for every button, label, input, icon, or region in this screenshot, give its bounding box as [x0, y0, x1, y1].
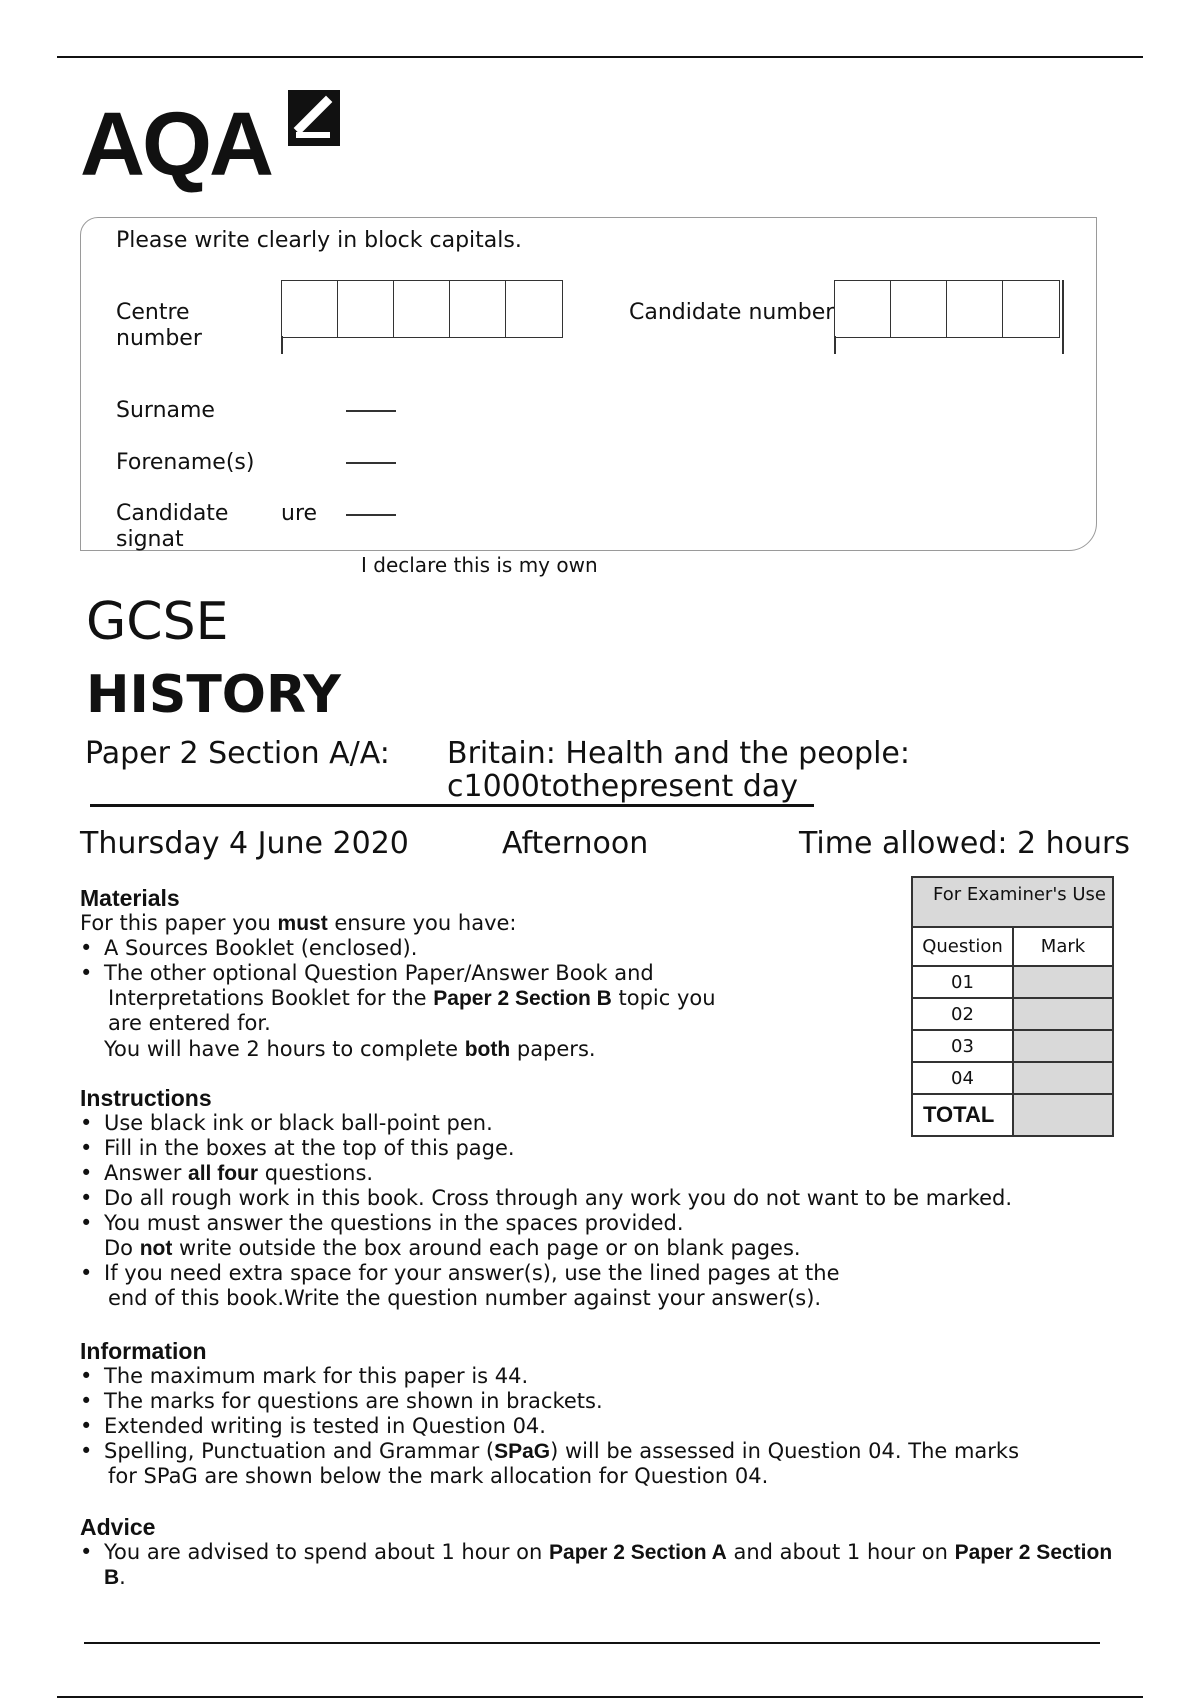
exam-session: Afternoon [502, 826, 649, 861]
information-section [80, 1338, 1140, 1489]
candidate-number-cell[interactable] [1003, 281, 1059, 337]
information-heading: Information [80, 1338, 207, 1364]
mark-cell [1013, 998, 1113, 1030]
mark-cell [1013, 1030, 1113, 1062]
list-item: • If you need extra space for your answer(s), use the lined pages at the end of this book.Write the question number against your answer(s). [80, 1261, 1140, 1311]
advice-list [80, 1540, 1150, 1590]
materials-heading: Materials [80, 885, 180, 911]
aqa-logo [80, 86, 345, 195]
surname-field[interactable] [346, 410, 396, 412]
centre-number-cell[interactable] [394, 281, 450, 337]
list-item: • The maximum mark for this paper is 44. [80, 1364, 1140, 1389]
aqa-logo-text: AQA [80, 95, 271, 195]
list-item: • Use black ink or black ball-point pen. [80, 1111, 1140, 1136]
question-number: 02 [912, 998, 1013, 1030]
mark-cell [1013, 966, 1113, 998]
candidate-number-cell[interactable] [891, 281, 947, 337]
footer-rule [84, 1642, 1100, 1644]
bottom-rule [57, 1696, 1143, 1698]
candidate-number-tick [834, 336, 836, 354]
candidate-number-cell[interactable] [947, 281, 1003, 337]
subject-title: HISTORY [86, 665, 341, 725]
materials-note: You will have 2 hours to complete both papers. [104, 1037, 596, 1061]
block-capitals-instruction: Please write clearly in block capitals. [116, 228, 522, 253]
list-item: • Spelling, Punctuation and Grammar (SPaG) will be assessed in Question 04. The marks for SPaG are shown below the mark allocation for Question 04. [80, 1439, 1140, 1489]
centre-number-boxes[interactable] [281, 280, 563, 338]
materials-intro: For this paper you must ensure you have: [80, 911, 517, 935]
aqa-logo-mark-icon [286, 88, 342, 150]
qualification-title: GCSE [86, 592, 229, 652]
list-item: • A Sources Booklet (enclosed). [80, 936, 860, 961]
centre-number-tick [281, 336, 283, 354]
topic-title-line2: c1000tothepresent day [447, 769, 798, 804]
materials-section [80, 885, 860, 1062]
forenames-field[interactable] [346, 462, 396, 464]
instructions-section [80, 1085, 1140, 1311]
signature-label: Candidate signat [116, 501, 229, 552]
list-item: • Fill in the boxes at the top of this page. [80, 1136, 1140, 1161]
list-item: • You must answer the questions in the spaces provided. Do not write outside the box around each page or on blank pages. [80, 1211, 1140, 1261]
paper-title: Paper 2 Section A/A: [85, 736, 390, 771]
instructions-list [80, 1111, 1140, 1311]
advice-section [80, 1514, 1150, 1590]
centre-number-cell[interactable] [450, 281, 506, 337]
title-underline [90, 804, 814, 807]
signature-field[interactable] [346, 514, 396, 516]
centre-number-cell[interactable] [282, 281, 338, 337]
question-column-header: Question [912, 927, 1013, 966]
question-number: 04 [912, 1062, 1013, 1094]
list-item: • You are advised to spend about 1 hour on Paper 2 Section A and about 1 hour on Paper 2 Section B. [80, 1540, 1150, 1590]
list-item: • Do all rough work in this book. Cross through any work you do not want to be marked. [80, 1186, 1140, 1211]
exam-date: Thursday 4 June 2020 [80, 826, 409, 861]
topic-title-line1: Britain: Health and the people: [447, 736, 910, 771]
signature-label-suffix: ure [281, 501, 318, 526]
question-number: 03 [912, 1030, 1013, 1062]
question-number: 01 [912, 966, 1013, 998]
list-item: • Answer all four questions. [80, 1161, 1140, 1186]
candidate-details-box [80, 217, 1097, 551]
list-item: • Extended writing is tested in Question 04. [80, 1414, 1140, 1439]
top-rule [57, 56, 1143, 58]
materials-list [80, 936, 860, 1036]
total-label: TOTAL [912, 1094, 1013, 1136]
surname-label: Surname [116, 398, 215, 423]
time-allowed: Time allowed: 2 hours [799, 826, 1131, 861]
declaration-text: I declare this is my own [361, 553, 598, 577]
information-list [80, 1364, 1140, 1489]
mark-column-header: Mark [1013, 927, 1113, 966]
candidate-number-boxes[interactable] [834, 280, 1060, 338]
candidate-number-label: Candidate number [629, 300, 835, 325]
forenames-label: Forename(s) [116, 450, 255, 475]
centre-number-label: Centre number [116, 300, 202, 351]
list-item: • The other optional Question Paper/Answer Book and Interpretations Booklet for the Paper 2 Section B topic you are entered for. [80, 961, 860, 1036]
instructions-heading: Instructions [80, 1085, 212, 1111]
centre-number-cell[interactable] [506, 281, 562, 337]
advice-heading: Advice [80, 1514, 156, 1540]
centre-number-cell[interactable] [338, 281, 394, 337]
candidate-number-cell[interactable] [835, 281, 891, 337]
list-item: • The marks for questions are shown in brackets. [80, 1389, 1140, 1414]
examiner-table-header: For Examiner's Use [912, 877, 1113, 927]
candidate-number-tick [1062, 280, 1064, 354]
